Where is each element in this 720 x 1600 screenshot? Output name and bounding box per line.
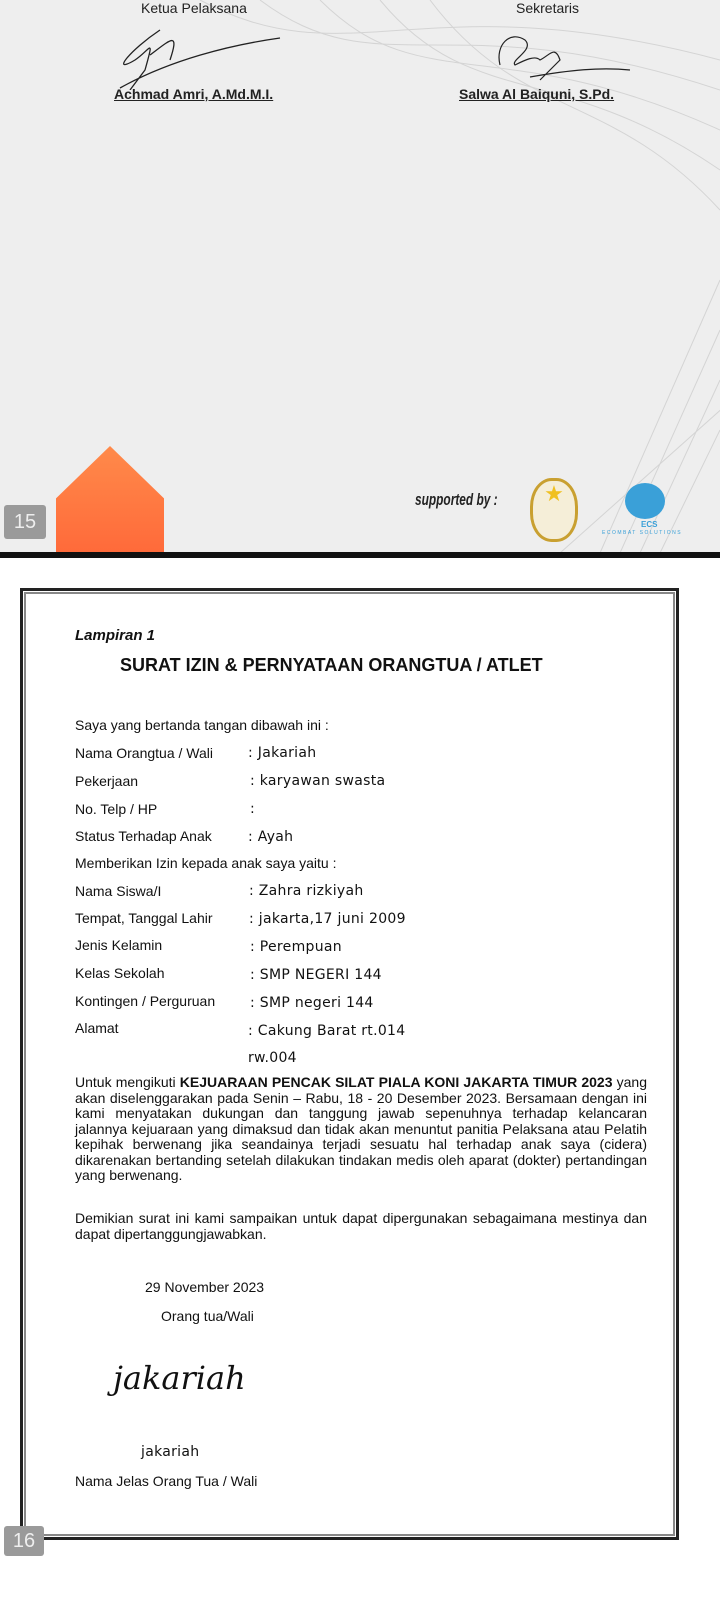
koni-logo: ★ xyxy=(530,478,578,542)
field-value: : Ayah xyxy=(248,829,294,845)
signer-caption: Nama Jelas Orang Tua / Wali xyxy=(75,1473,258,1489)
statement-text: yang akan diselenggarakan pada Senin – Rabu, 18 - 20 Desember 2023. Bersamaan dengan ini kami menyatakan dukungan dan tanggung jawab sepenuhnya terhadap kelancaran jalannya kejuaraan yang dimaksud dan tidak akan menuntut panitia Pelaksana atau Pelatih kepihak berwenang jika seandainya terjadi sesuatu hal terhadap anak saya (cidera) dikarenakan bertanding setelah dilakukan tindakan medis oleh aparat (dokter) pertandingan yang berwenang. xyxy=(75,1074,647,1183)
field-label: Jenis Kelamin xyxy=(75,937,163,953)
field-value: : Cakung Barat rt.014 xyxy=(248,1023,406,1039)
signature-image xyxy=(480,25,640,85)
signatory-name: Salwa Al Baiquni, S.Pd. xyxy=(459,86,615,102)
field-value: : Perempuan xyxy=(250,939,342,955)
field-value: : Jakariah xyxy=(248,745,317,761)
signatory-name: Achmad Amri, A.Md.M.I. xyxy=(114,86,274,102)
field-value: : Zahra rizkiyah xyxy=(249,883,364,899)
page-number: 16 xyxy=(4,1526,44,1556)
document-title: SURAT IZIN & PERNYATAAN ORANGTUA / ATLET xyxy=(120,655,543,675)
field-label: Pekerjaan xyxy=(75,773,139,789)
date: 29 November 2023 xyxy=(145,1279,265,1295)
field-value: : jakarta,17 juni 2009 xyxy=(249,911,406,927)
signer-name: jakariah xyxy=(141,1444,200,1460)
field-label: Kelas Sekolah xyxy=(75,965,165,981)
field-value: : xyxy=(250,801,256,817)
field-label: Nama Siswa/I xyxy=(75,883,162,899)
document-page xyxy=(20,588,679,1540)
parent-signature: jakariah xyxy=(113,1359,246,1397)
signature-image xyxy=(110,20,290,90)
field-label: Kontingen / Perguruan xyxy=(75,993,216,1009)
closing-paragraph: Demikian surat ini kami sampaikan untuk dapat dipergunakan sebagaimana mestinya dan dapat dipertanggungjawabkan. xyxy=(75,1210,647,1242)
address-continuation: rw.004 xyxy=(248,1050,297,1066)
lampiran-label: Lampiran 1 xyxy=(75,627,156,644)
ecs-logo-subtext: ECOMBAT SOLUTIONS xyxy=(602,530,683,536)
signer-role: Orang tua/Wali xyxy=(161,1308,254,1324)
field-value: : SMP negeri 144 xyxy=(250,995,374,1011)
event-name: KEJUARAAN PENCAK SILAT PIALA KONI JAKARTA TIMUR 2023 xyxy=(179,1074,613,1090)
field-label: No. Telp / HP xyxy=(75,801,158,817)
field-label: Tempat, Tanggal Lahir xyxy=(75,910,213,926)
field-value: : SMP NEGERI 144 xyxy=(250,967,382,983)
ecs-logo-text: ECS xyxy=(641,520,658,529)
signatory-title: Sekretaris xyxy=(516,0,580,16)
page-number: 15 xyxy=(4,505,46,539)
field-label: Status Terhadap Anak xyxy=(75,828,212,844)
supported-by-label: supported by : xyxy=(415,490,498,509)
child-intro-text: Memberikan Izin kepada anak saya yaitu : xyxy=(75,855,337,871)
statement-paragraph xyxy=(75,1075,647,1184)
field-label: Alamat xyxy=(75,1020,119,1036)
field-label: Nama Orangtua / Wali xyxy=(75,745,213,761)
ecs-logo xyxy=(625,483,665,519)
statement-text: Untuk mengikuti xyxy=(75,1074,180,1090)
field-value: : karyawan swasta xyxy=(250,773,386,789)
intro-text: Saya yang bertanda tangan dibawah ini : xyxy=(75,717,329,733)
signatory-title: Ketua Pelaksana xyxy=(141,0,247,16)
previous-page xyxy=(0,0,720,553)
page-separator xyxy=(0,552,720,558)
